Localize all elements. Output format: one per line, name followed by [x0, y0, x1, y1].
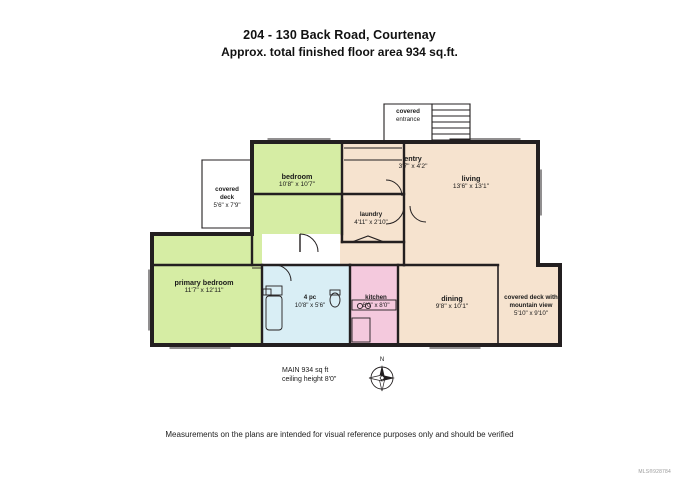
room-dim: 5'10" x 9'10": [514, 309, 548, 317]
room-dim: 10'8" x 10'7": [278, 181, 316, 188]
bathroom-fill: [262, 265, 350, 345]
disclaimer-text: Measurements on the plans are intended for visual reference purposes only and should be verified: [165, 430, 514, 439]
mls-id: MLS®928784: [638, 469, 671, 475]
room-dim: 9'8" x 10'1": [435, 303, 469, 310]
room-dim: 4'11" x 2'10": [354, 218, 388, 226]
room-dim: entrance: [395, 115, 421, 123]
room-dim: 8'0" x 8'0": [362, 301, 390, 309]
primary-bedroom-fill: [152, 234, 262, 345]
room-name-2: deck: [219, 193, 235, 201]
room-name: primary bedroom: [174, 278, 234, 287]
room-name: dining: [441, 294, 463, 303]
ceiling-height: ceiling height 8'0": [282, 376, 337, 384]
room-dim: 10'8" x 5'6": [294, 301, 326, 309]
compass-rose: [358, 352, 406, 400]
page-subtitle: Approx. total finished floor area 934 sq.ft.: [221, 45, 458, 59]
room-dim: 11'7" x 12'11": [184, 287, 224, 294]
room-name: kitchen: [365, 294, 387, 301]
room-name: covered: [215, 186, 239, 193]
room-name: entry: [404, 154, 422, 163]
room-name: 4 pc: [303, 294, 317, 301]
room-dim: 3'7" x 4'2": [398, 163, 428, 170]
room-name: covered deck with: [504, 294, 558, 301]
page-title: 204 - 130 Back Road, Courtenay: [243, 28, 436, 42]
room-dim: 5'6" x 7'9": [213, 201, 241, 209]
laundry-fill: [342, 200, 404, 242]
room-name: covered: [396, 108, 420, 115]
compass-north-label: N: [379, 357, 385, 363]
main-floor-area: MAIN 934 sq ft: [282, 367, 329, 374]
room-name: living: [461, 174, 481, 183]
bedroom-fill: [252, 142, 342, 234]
main-floor-note: [282, 366, 336, 385]
room-name: laundry: [359, 211, 383, 218]
room-name: bedroom: [281, 172, 313, 181]
room-dim: 13'6" x 13'1": [452, 183, 490, 190]
room-name-2: mountain view: [509, 301, 553, 309]
